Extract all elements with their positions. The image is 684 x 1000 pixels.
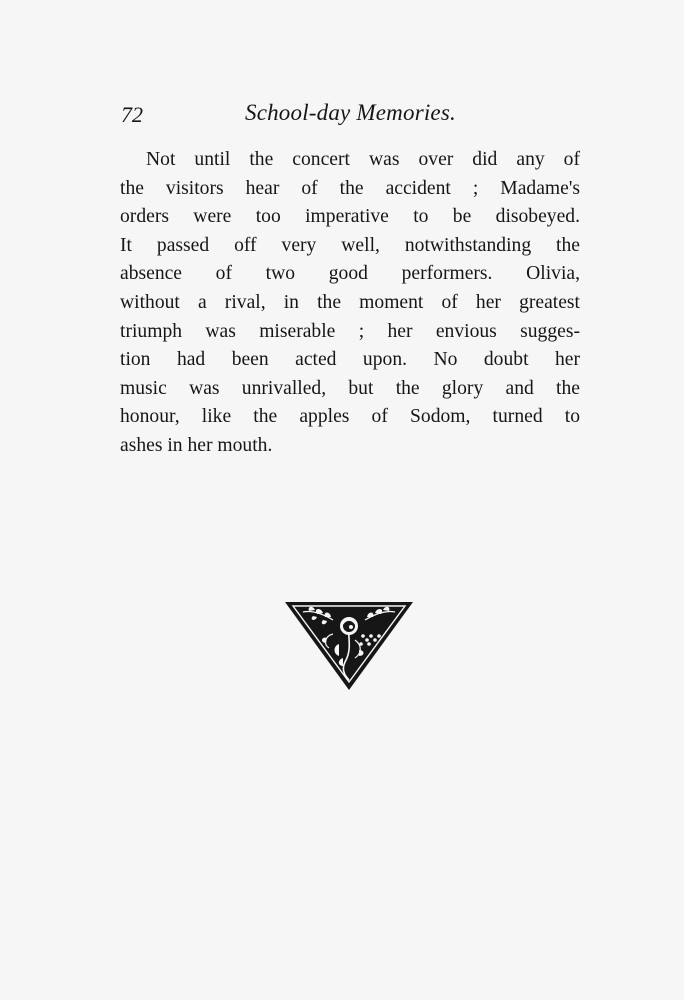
page-number: 72 xyxy=(121,102,143,127)
text-line: without a rival, in the moment of her greatest xyxy=(120,291,580,313)
body-paragraph xyxy=(120,146,580,461)
text-line: the visitors hear of the accident ; Madame's xyxy=(120,177,580,199)
text-line: ashes in her mouth. xyxy=(120,434,273,456)
text-line: triumph was miserable ; her envious sugges- xyxy=(120,320,580,342)
text-line: honour, like the apples of Sodom, turned to xyxy=(120,406,580,428)
text-line: absence of two good performers. Olivia, xyxy=(120,263,580,285)
page-header xyxy=(121,98,581,138)
running-title: School-day Memories. xyxy=(245,100,456,125)
text-line: music was unrivalled, but the glory and the xyxy=(120,377,580,399)
text-line: orders were too imperative to be disobeyed. xyxy=(120,206,580,228)
triangular-floral-tailpiece-icon xyxy=(283,600,415,692)
text-line: It passed off very well, notwithstanding the xyxy=(120,234,580,256)
text-line: tion had been acted upon. No doubt her xyxy=(120,349,580,371)
text-line: Not until the concert was over did any of xyxy=(146,149,580,170)
